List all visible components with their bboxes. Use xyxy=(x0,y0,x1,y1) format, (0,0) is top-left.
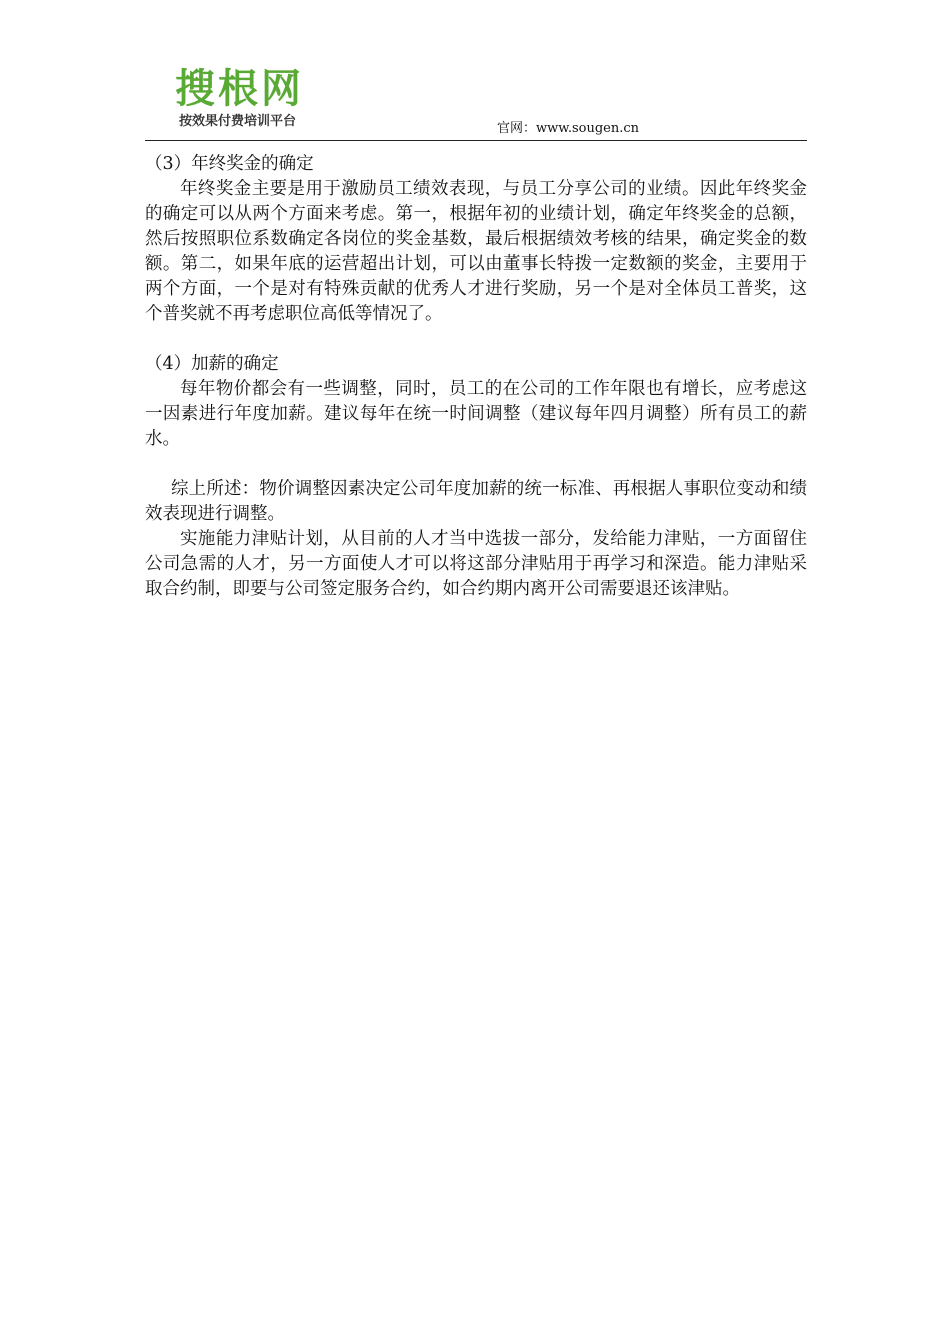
document-body xyxy=(145,152,807,602)
summary-paragraph: 综上所述：物价调整因素决定公司年度加薪的统一标准、再根据人事职位变动和绩效表现进行调整。 xyxy=(145,479,807,524)
logo-title: 搜根网 xyxy=(175,66,304,112)
section-3-body: 年终奖金主要是用于激励员工绩效表现，与员工分享公司的业绩。因此年终奖金的确定可以从两个方面来考虑。第一，根据年初的业绩计划，确定年终奖金的总额，然后按照职位系数确定各岗位的奖金基数，最后根据绩效考核的结果，确定奖金的数额。第二，如果年底的运营超出计划，可以由董事长特拨一定数额的奖金，主要用于两个方面，一个是对有特殊贡献的优秀人才进行奖励，另一个是对全体员工普奖，这个普奖就不再考虑职位高低等情况了。 xyxy=(145,179,807,324)
paragraph-gap xyxy=(145,452,807,477)
logo-subtitle: 按效果付费培训平台 xyxy=(179,114,297,129)
sougen-logo xyxy=(175,66,315,136)
page-header xyxy=(145,66,807,142)
section-4-heading: （4）加薪的确定 xyxy=(145,354,279,374)
paragraph-gap xyxy=(145,327,807,352)
header-divider xyxy=(145,140,807,141)
section-3-heading: （3）年终奖金的确定 xyxy=(145,154,314,174)
site-label: 官网：www.sougen.cn xyxy=(497,121,640,136)
allowance-paragraph: 实施能力津贴计划，从目前的人才当中选拔一部分，发给能力津贴，一方面留住公司急需的人才，另一方面使人才可以将这部分津贴用于再学习和深造。能力津贴采取合约制，即要与公司签定服务合约，如合约期内离开公司需要退还该津贴。 xyxy=(145,529,807,599)
section-4-body: 每年物价都会有一些调整，同时，员工的在公司的工作年限也有增长，应考虑这一因素进行年度加薪。建议每年在统一时间调整（建议每年四月调整）所有员工的薪水。 xyxy=(145,379,807,449)
